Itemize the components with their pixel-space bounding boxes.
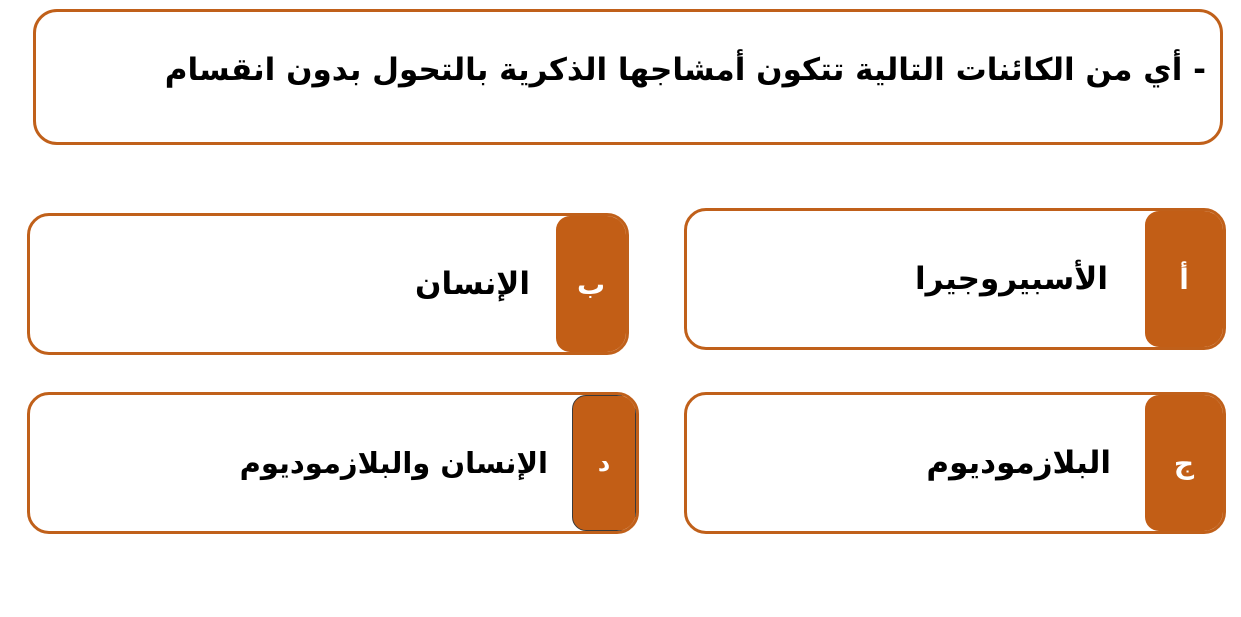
option-d-text: الإنسان والبلازموديوم xyxy=(239,446,548,480)
question-box xyxy=(33,9,1223,145)
option-d-letter: د xyxy=(597,449,611,477)
option-a-letter: أ xyxy=(1179,262,1189,296)
option-a[interactable] xyxy=(684,208,1226,350)
option-c-letter: ج xyxy=(1173,446,1195,480)
option-b[interactable] xyxy=(27,213,629,355)
option-c[interactable] xyxy=(684,392,1226,534)
option-c-text: البلازموديوم xyxy=(926,445,1111,481)
option-b-letter: ب xyxy=(576,267,606,301)
option-a-letter-tab xyxy=(1145,211,1223,347)
option-b-letter-tab xyxy=(556,216,626,352)
option-d-letter-tab xyxy=(572,395,636,531)
option-a-text: الأسبيروجيرا xyxy=(915,261,1108,297)
option-b-text: الإنسان xyxy=(415,266,530,302)
question-text: - أي من الكائنات التالية تتكون أمشاجها الذكرية بالتحول بدون انقسام xyxy=(164,52,1206,88)
option-d[interactable] xyxy=(27,392,639,534)
option-c-letter-tab xyxy=(1145,395,1223,531)
